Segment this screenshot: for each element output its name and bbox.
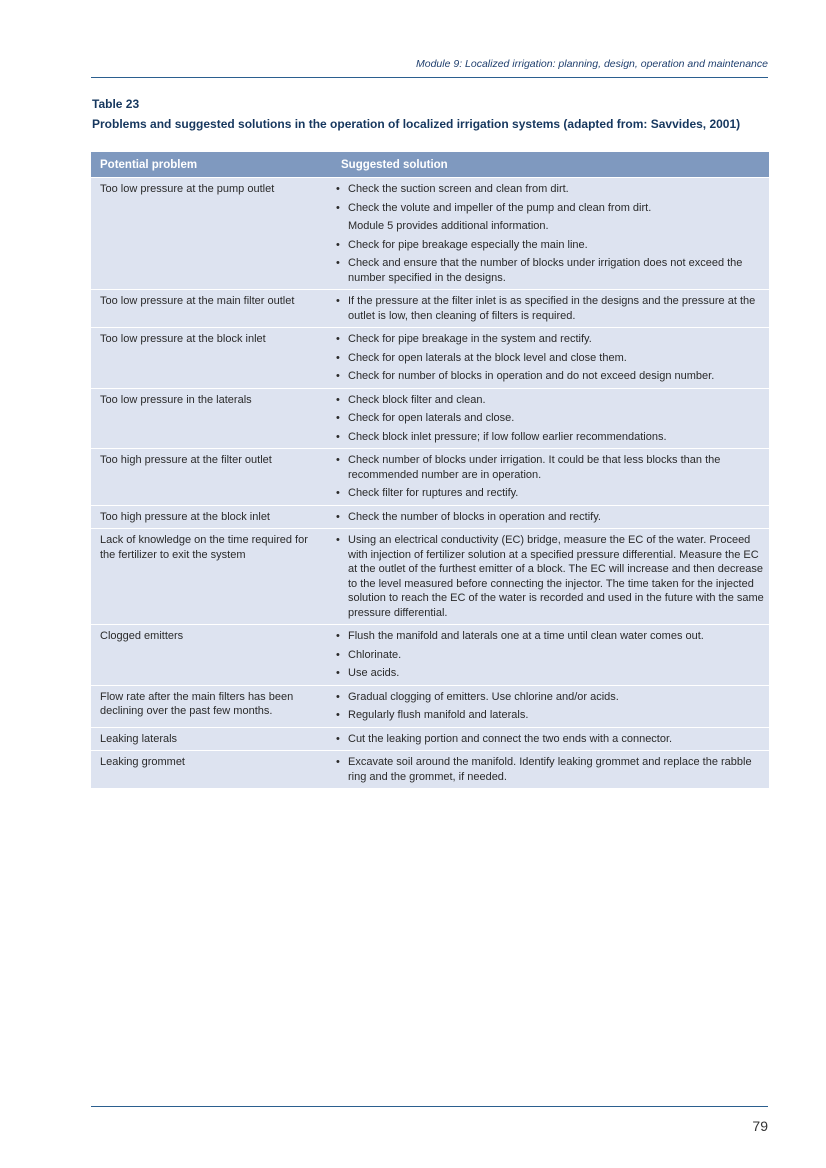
solution-item (336, 219, 767, 234)
table-row (91, 505, 769, 529)
bullet-icon: • (336, 667, 340, 679)
problem-cell: Too low pressure at the main filter outlet (91, 290, 332, 328)
table-caption: Problems and suggested solutions in the operation of localized irrigation systems (adapted from: Savvides, 2001) (92, 117, 741, 131)
problem-cell: Leaking grommet (91, 751, 332, 789)
table-row (91, 328, 769, 389)
solution-text: Check the number of blocks in operation and rectify. (348, 510, 601, 523)
solution-item (336, 690, 767, 705)
solution-text: Check for open laterals and close. (348, 412, 515, 424)
problem-cell: Too high pressure at the filter outlet (91, 449, 332, 506)
bullet-icon: • (336, 295, 340, 307)
bullet-icon: • (336, 333, 340, 345)
solution-item (336, 708, 767, 723)
solution-cell (332, 290, 769, 328)
problem-cell: Too high pressure at the block inlet (91, 505, 332, 529)
solution-text: Check the volute and impeller of the pump and clean from dirt. (348, 201, 652, 214)
solution-item (336, 411, 767, 426)
solution-item (336, 430, 767, 445)
table-row (91, 727, 769, 751)
solution-text: Check filter for ruptures and rectify. (348, 487, 519, 499)
problem-cell: Leaking laterals (91, 727, 332, 751)
solution-item (336, 533, 767, 620)
solution-text: Use acids. (348, 667, 400, 679)
solution-text: Check block filter and clean. (348, 393, 486, 406)
solution-item (336, 238, 767, 253)
solution-text: Using an electrical conductivity (EC) bridge, measure the EC of the water. Proceed with injection of fertilizer solution at a specified pressure differential. Measure the EC at the outlet of the furthest emitter of a block. The EC will increase and then decrease to the level measured before connecting the injector. The time taken for the injected solution to reach the EC of the water is recorded and used in the future with the same pressure differential. (348, 534, 764, 619)
table-header-row (91, 152, 769, 178)
problem-cell: Lack of knowledge on the time required for the fertilizer to exit the system (91, 529, 332, 625)
table-row (91, 449, 769, 506)
problem-cell: Too low pressure in the laterals (91, 388, 332, 449)
solution-item (336, 510, 767, 525)
table-row (91, 388, 769, 449)
column-header-solution: Suggested solution (332, 152, 769, 178)
problems-solutions-table (91, 152, 769, 788)
bullet-icon: • (336, 238, 340, 251)
bullet-icon: • (336, 732, 340, 745)
solution-item (336, 393, 767, 408)
solution-list (336, 453, 767, 501)
solution-text: Module 5 provides additional information. (348, 220, 549, 232)
solution-cell (332, 529, 769, 625)
solution-text: Check block inlet pressure; if low follow earlier recommendations. (348, 430, 667, 443)
problem-cell: Flow rate after the main filters has been declining over the past few months. (91, 685, 332, 727)
solution-list (336, 332, 767, 384)
solution-list (336, 533, 767, 620)
solution-item (336, 486, 767, 501)
solution-text: If the pressure at the filter inlet is as specified in the designs and the pressure at the outlet is low, then cleaning of filters is required. (348, 295, 756, 322)
solution-text: Check for pipe breakage especially the main line. (348, 238, 588, 251)
solution-cell (332, 751, 769, 789)
solution-text: Check for pipe breakage in the system and rectify. (348, 333, 592, 345)
bullet-icon: • (336, 756, 340, 768)
solution-cell (332, 505, 769, 529)
solution-list (336, 510, 767, 525)
solution-cell (332, 685, 769, 727)
table-row (91, 290, 769, 328)
solution-text: Check and ensure that the number of blocks under irrigation does not exceed the number specified in the designs. (348, 257, 743, 284)
solution-text: Chlorinate. (348, 648, 402, 661)
table-label: Table 23 (92, 97, 140, 111)
solution-text: Check number of blocks under irrigation. It could be that less blocks than the recommended number are in operation. (348, 454, 721, 481)
solution-cell (332, 328, 769, 389)
problem-cell: Clogged emitters (91, 625, 332, 686)
bullet-icon: • (336, 709, 340, 721)
table-row (91, 625, 769, 686)
solution-cell (332, 449, 769, 506)
solution-item (336, 755, 767, 784)
solution-cell (332, 625, 769, 686)
header-divider (91, 77, 768, 78)
problem-cell: Too low pressure at the pump outlet (91, 178, 332, 290)
bullet-icon: • (336, 690, 340, 703)
solution-text: Excavate soil around the manifold. Identify leaking grommet and replace the rabble ring and the grommet, if needed. (348, 756, 752, 783)
bullet-icon: • (336, 412, 340, 424)
solution-item (336, 332, 767, 347)
solution-item (336, 453, 767, 482)
solution-text: Check for number of blocks in operation and do not exceed design number. (348, 370, 715, 382)
solution-cell (332, 178, 769, 290)
bullet-icon: • (336, 510, 340, 523)
table-row (91, 685, 769, 727)
solution-item (336, 256, 767, 285)
bullet-icon: • (336, 183, 340, 195)
solution-text: Gradual clogging of emitters. Use chlorine and/or acids. (348, 690, 619, 703)
solution-item (336, 369, 767, 384)
solution-list (336, 393, 767, 445)
page-number: 79 (752, 1118, 768, 1134)
solution-item (336, 182, 767, 197)
solution-item (336, 294, 767, 323)
bullet-icon: • (336, 370, 340, 382)
solution-text: Flush the manifold and laterals one at a time until clean water comes out. (348, 630, 704, 642)
table-row (91, 529, 769, 625)
bullet-icon: • (336, 454, 340, 466)
bullet-icon: • (336, 201, 340, 214)
solution-item (336, 732, 767, 747)
table-body (91, 178, 769, 789)
solution-item (336, 351, 767, 366)
running-header: Module 9: Localized irrigation: planning, design, operation and maintenance (416, 58, 768, 70)
bullet-icon: • (336, 257, 340, 269)
column-header-problem: Potential problem (91, 152, 332, 178)
solution-cell (332, 388, 769, 449)
solution-item (336, 201, 767, 216)
bullet-icon: • (336, 430, 340, 443)
bullet-icon: • (336, 393, 340, 406)
solution-list (336, 732, 767, 747)
solution-text: Check the suction screen and clean from dirt. (348, 183, 569, 195)
solution-list (336, 690, 767, 723)
solution-list (336, 182, 767, 285)
bullet-icon: • (336, 534, 340, 546)
table-row (91, 178, 769, 290)
footer-divider (91, 1106, 768, 1107)
table-row (91, 751, 769, 789)
bullet-icon: • (336, 487, 340, 499)
solution-list (336, 629, 767, 681)
solution-item (336, 666, 767, 681)
solution-text: Cut the leaking portion and connect the two ends with a connector. (348, 732, 673, 745)
solution-list (336, 294, 767, 323)
solution-text: Check for open laterals at the block level and close them. (348, 351, 627, 364)
problem-cell: Too low pressure at the block inlet (91, 328, 332, 389)
bullet-icon: • (336, 630, 340, 642)
solution-text: Regularly flush manifold and laterals. (348, 709, 529, 721)
solution-list (336, 755, 767, 784)
bullet-icon: • (336, 351, 340, 364)
solution-item (336, 648, 767, 663)
solution-cell (332, 727, 769, 751)
solution-item (336, 629, 767, 644)
bullet-icon: • (336, 648, 340, 661)
